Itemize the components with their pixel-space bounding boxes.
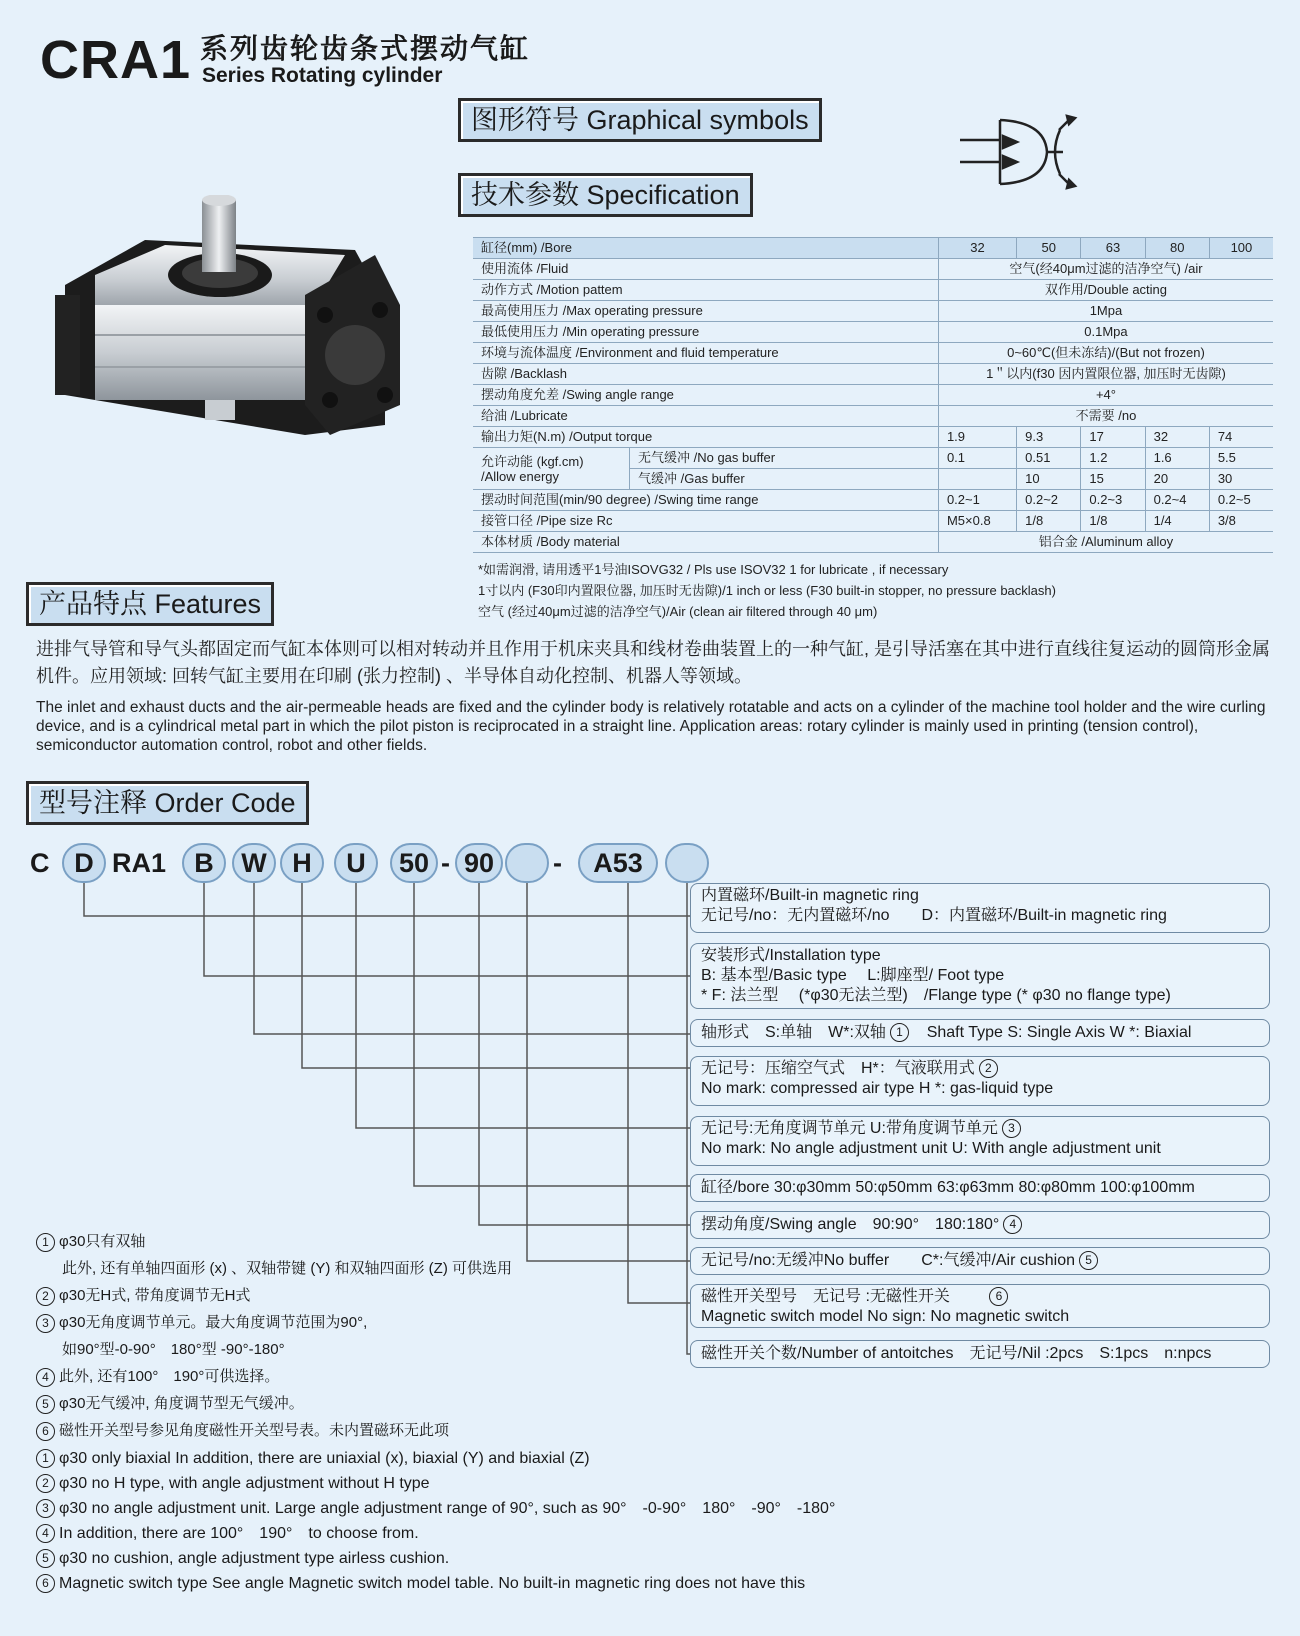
note-number-icon: 4 bbox=[1003, 1215, 1022, 1234]
torque-value: 32 bbox=[1145, 427, 1209, 448]
magnetic-ring-title: 内置磁环/Built-in magnetic ring bbox=[701, 887, 919, 904]
air-type-en: No mark: compressed air type H *: gas-liquid type bbox=[701, 1080, 1054, 1097]
footnote-cn bbox=[36, 1390, 304, 1417]
gas-buffer-value: 15 bbox=[1081, 469, 1145, 490]
footnote-en bbox=[36, 1546, 449, 1571]
box-switch-model bbox=[690, 1284, 1270, 1328]
switch-model-cn: 磁性开关型号 无记号 :无磁性开关 bbox=[701, 1288, 950, 1305]
pipe-size-value: 3/8 bbox=[1209, 511, 1273, 532]
motion-label: 动作方式 /Motion pattem bbox=[473, 280, 938, 301]
note-number-icon: 5 bbox=[36, 1549, 55, 1568]
box-cushion bbox=[690, 1247, 1270, 1275]
note-number-icon: 1 bbox=[36, 1233, 55, 1252]
code-u: U bbox=[334, 843, 378, 883]
section-features: 产品特点 Features bbox=[26, 582, 274, 626]
footnote-text: φ30只有双轴 bbox=[59, 1233, 146, 1250]
bore-label: 缸径(mm) /Bore bbox=[473, 238, 938, 259]
footnote-cn bbox=[36, 1309, 367, 1336]
footnote-text: φ30无H式, 带角度调节无H式 bbox=[59, 1287, 251, 1304]
note-number-icon: 6 bbox=[989, 1287, 1008, 1306]
footnote-cn bbox=[36, 1363, 279, 1390]
box-bore bbox=[690, 1174, 1270, 1202]
temperature-label: 环境与流体温度 /Environment and fluid temperature bbox=[473, 343, 938, 364]
angle-unit-cn: 无记号:无角度调节单元 U:带角度调节单元 bbox=[701, 1120, 998, 1137]
footnote-en bbox=[36, 1571, 805, 1596]
box-installation-type bbox=[690, 943, 1270, 1009]
code-prefix: C bbox=[30, 848, 50, 878]
pipe-size-value: M5×0.8 bbox=[938, 511, 1016, 532]
torque-value: 74 bbox=[1209, 427, 1273, 448]
footnote-cn bbox=[36, 1282, 250, 1309]
box-angle-unit bbox=[690, 1116, 1270, 1166]
code-w: W bbox=[232, 843, 276, 883]
switch-model-en: Magnetic switch model No sign: No magnetic switch bbox=[701, 1308, 1070, 1325]
footnote-text: 如90°型-0-90° 180°型 -90°-180° bbox=[62, 1341, 285, 1358]
box-shaft-type bbox=[690, 1019, 1270, 1047]
shaft-type-cn: 轴形式 S:单轴 W*:双轴 bbox=[701, 1024, 886, 1041]
spec-note: *如需润滑, 请用透平1号油ISOVG32 / Pls use ISOV32 1 for lubricate , if necessary bbox=[478, 562, 949, 577]
swing-angle-options: 摆动角度/Swing angle 90:90° 180:180° bbox=[701, 1216, 1000, 1233]
spec-note: 空气 (经过40μm过滤的洁净空气)/Air (clean air filtered through 40 μm) bbox=[478, 604, 878, 619]
box-switch-count bbox=[690, 1340, 1270, 1368]
air-type-cn: 无记号：压缩空气式 H*：气液联用式 bbox=[701, 1060, 975, 1077]
note-number-icon: 4 bbox=[36, 1524, 55, 1543]
footnote-en bbox=[36, 1496, 835, 1521]
swing-time-value: 0.2~1 bbox=[938, 490, 1016, 511]
gas-buffer-value: 20 bbox=[1145, 469, 1209, 490]
note-number-icon: 2 bbox=[979, 1059, 998, 1078]
code-b: B bbox=[182, 843, 226, 883]
footnote-cn bbox=[62, 1255, 512, 1282]
note-number-icon: 1 bbox=[890, 1023, 909, 1042]
code-bore: 50 bbox=[390, 843, 438, 883]
lubricate-value: 不需要 /no bbox=[938, 406, 1273, 427]
section-specification: 技术参数 Specification bbox=[458, 173, 753, 217]
pipe-size-label: 接管口径 /Pipe size Rc bbox=[473, 511, 938, 532]
pipe-size-value: 1/8 bbox=[1081, 511, 1145, 532]
installation-flange: * F: 法兰型 (*φ30无法兰型) /Flange type (* φ30 no flange type) bbox=[701, 987, 1171, 1004]
motion-value: 双作用/Double acting bbox=[938, 280, 1273, 301]
code-d: D bbox=[62, 843, 106, 883]
code-ra1: RA1 bbox=[112, 848, 167, 878]
no-buffer-label: 无气缓冲 /No gas buffer bbox=[630, 448, 939, 469]
body-material-label: 本体材质 /Body material bbox=[473, 532, 938, 553]
installation-options: B: 基本型/Basic type L:脚座型/ Foot type bbox=[701, 967, 1005, 984]
angle-unit-en: No mark: No angle adjustment unit U: With angle adjustment unit bbox=[701, 1140, 1161, 1157]
box-magnetic-ring bbox=[690, 883, 1270, 933]
max-pressure-value: 1Mpa bbox=[938, 301, 1273, 322]
series-title-en: Series Rotating cylinder bbox=[202, 64, 443, 87]
footnote-text: φ30 no cushion, angle adjustment type airless cushion. bbox=[59, 1550, 450, 1567]
torque-label: 输出力矩(N.m) /Output torque bbox=[473, 427, 938, 448]
note-number-icon: 6 bbox=[36, 1574, 55, 1593]
fluid-value: 空气(经40μm过滤的洁净空气) /air bbox=[938, 259, 1273, 280]
section-order-code: 型号注释 Order Code bbox=[26, 781, 309, 825]
footnote-en bbox=[36, 1446, 590, 1471]
footnote-text: φ30无角度调节单元。最大角度调节范围为90°, bbox=[59, 1314, 368, 1331]
swing-time-label: 摆动时间范围(min/90 degree) /Swing time range bbox=[473, 490, 938, 511]
gas-buffer-label: 气缓冲 /Gas buffer bbox=[630, 469, 939, 490]
lubricate-label: 给油 /Lubricate bbox=[473, 406, 938, 427]
min-pressure-value: 0.1Mpa bbox=[938, 322, 1273, 343]
no-buffer-value: 1.6 bbox=[1145, 448, 1209, 469]
gas-buffer-value: 10 bbox=[1017, 469, 1081, 490]
bore-32: 32 bbox=[938, 238, 1016, 259]
torque-value: 17 bbox=[1081, 427, 1145, 448]
backlash-value: 1＂以内(f30 因内置限位器, 加压时无齿隙) bbox=[938, 364, 1273, 385]
note-number-icon: 5 bbox=[36, 1395, 55, 1414]
energy-label-cn: 允许动能 (kgf.cm) bbox=[481, 453, 584, 469]
note-number-icon: 6 bbox=[36, 1422, 55, 1441]
code-dash: - bbox=[441, 848, 450, 878]
bore-63: 63 bbox=[1081, 238, 1145, 259]
swing-range-label: 摆动角度允差 /Swing angle range bbox=[473, 385, 938, 406]
no-buffer-value: 0.51 bbox=[1017, 448, 1081, 469]
series-title-cn: 系列齿轮齿条式摆动气缸 bbox=[200, 33, 531, 64]
note-number-icon: 4 bbox=[36, 1368, 55, 1387]
model-title: CRA1 bbox=[40, 30, 192, 90]
footnote-text: 此外, 还有单轴四面形 (x) 、双轴带键 (Y) 和双轴四面形 (Z) 可供选用 bbox=[62, 1260, 512, 1277]
box-air-type bbox=[690, 1056, 1270, 1106]
footnote-text: Magnetic switch type See angle Magnetic switch model table. No built-in magnetic ring does not have this bbox=[59, 1575, 806, 1592]
no-buffer-value: 5.5 bbox=[1209, 448, 1273, 469]
note-number-icon: 3 bbox=[36, 1314, 55, 1333]
min-pressure-label: 最低使用压力 /Min operating pressure bbox=[473, 322, 938, 343]
box-swing-angle bbox=[690, 1211, 1270, 1239]
bore-options: 缸径/bore 30:φ30mm 50:φ50mm 63:φ63mm 80:φ80mm 100:φ100mm bbox=[701, 1179, 1195, 1196]
note-number-icon: 2 bbox=[36, 1287, 55, 1306]
energy-label-en: /Allow energy bbox=[481, 468, 560, 484]
gas-buffer-value: 30 bbox=[1209, 469, 1273, 490]
temperature-value: 0~60℃(但未冻结)/(But not frozen) bbox=[938, 343, 1273, 364]
spec-note: 1寸以内 (F30印内置限位器, 加压时无齿隙)/1 inch or less (F30 built-in stopper, no pressure backlash) bbox=[478, 583, 1056, 598]
swing-time-value: 0.2~2 bbox=[1017, 490, 1081, 511]
footnote-en bbox=[36, 1521, 419, 1546]
no-buffer-value: 0.1 bbox=[938, 448, 1016, 469]
no-buffer-value: 1.2 bbox=[1081, 448, 1145, 469]
backlash-label: 齿隙 /Backlash bbox=[473, 364, 938, 385]
max-pressure-label: 最高使用压力 /Max operating pressure bbox=[473, 301, 938, 322]
note-number-icon: 5 bbox=[1079, 1251, 1098, 1270]
footnote-cn bbox=[62, 1336, 285, 1363]
switch-count-options: 磁性开关个数/Number of antoitches 无记号/Nil :2pcs S:1pcs n:npcs bbox=[701, 1345, 1212, 1362]
footnote-text: φ30 no H type, with angle adjustment without H type bbox=[59, 1475, 430, 1492]
note-number-icon: 3 bbox=[36, 1499, 55, 1518]
swing-time-value: 0.2~4 bbox=[1145, 490, 1209, 511]
installation-title: 安装形式/Installation type bbox=[701, 947, 881, 964]
code-switch: A53 bbox=[578, 843, 658, 883]
footnote-text: In addition, there are 100° 190° to choose from. bbox=[59, 1525, 419, 1542]
body-material-value: 铝合金 /Aluminum alloy bbox=[938, 532, 1273, 553]
note-number-icon: 3 bbox=[1002, 1119, 1021, 1138]
swing-range-value: +4° bbox=[938, 385, 1273, 406]
pipe-size-value: 1/8 bbox=[1017, 511, 1081, 532]
torque-value: 9.3 bbox=[1017, 427, 1081, 448]
footnote-en bbox=[36, 1471, 430, 1496]
magnetic-ring-options: 无记号/no：无内置磁环/no D：内置磁环/Built-in magnetic ring bbox=[701, 907, 1167, 924]
footnote-text: φ30无气缓冲, 角度调节型无气缓冲。 bbox=[59, 1395, 304, 1412]
features-text-cn: 进排气导管和导气头都固定而气缸本体则可以相对转动并且作用于机床夹具和线材卷曲装置上的一种气缸, 是引导活塞在其中进行直线往复运动的圆筒形金属机件。应用领域: 回转气缸主要用在印刷 (张力控制) 、半导体自动化控制、机器人等领域。 bbox=[36, 639, 1270, 686]
shaft-type-en: Shaft Type S: Single Axis W *: Biaxial bbox=[926, 1024, 1192, 1041]
code-h: H bbox=[280, 843, 324, 883]
section-graphical-symbols: 图形符号 Graphical symbols bbox=[458, 98, 822, 142]
cushion-options: 无记号/no:无缓冲No buffer C*:气缓冲/Air cushion bbox=[701, 1252, 1076, 1269]
bore-100: 100 bbox=[1209, 238, 1273, 259]
footnote-text: 磁性开关型号参见角度磁性开关型号表。未内置磁环无此项 bbox=[59, 1422, 450, 1439]
code-dash: - bbox=[553, 848, 562, 878]
footnote-text: φ30 no angle adjustment unit. Large angle adjustment range of 90°, such as 90° -0-90° 180° -90° -180° bbox=[59, 1500, 836, 1517]
note-number-icon: 2 bbox=[36, 1474, 55, 1493]
footnote-text: 此外, 还有100° 190°可供选择。 bbox=[59, 1368, 280, 1385]
swing-time-value: 0.2~5 bbox=[1209, 490, 1273, 511]
features-text-en: The inlet and exhaust ducts and the air-permeable heads are fixed and the cylinder body is relatively rotatable and acts on a cylinder of the machine tool holder and the wire curling device, and is a cylindrical metal part in which the pilot piston is reciprocated in a straight line. Application areas: rotary cylinder is mainly used in printing (tension control), semiconductor automation control, robot and other fields. bbox=[36, 699, 1266, 754]
bore-50: 50 bbox=[1017, 238, 1081, 259]
pipe-size-value: 1/4 bbox=[1145, 511, 1209, 532]
torque-value: 1.9 bbox=[938, 427, 1016, 448]
code-angle: 90 bbox=[455, 843, 503, 883]
footnote-cn bbox=[36, 1228, 145, 1255]
bore-80: 80 bbox=[1145, 238, 1209, 259]
swing-time-value: 0.2~3 bbox=[1081, 490, 1145, 511]
footnote-cn bbox=[36, 1417, 449, 1444]
footnote-text: φ30 only biaxial In addition, there are uniaxial (x), biaxial (Y) and biaxial (Z) bbox=[59, 1450, 590, 1467]
note-number-icon: 1 bbox=[36, 1449, 55, 1468]
fluid-label: 使用流体 /Fluid bbox=[473, 259, 938, 280]
